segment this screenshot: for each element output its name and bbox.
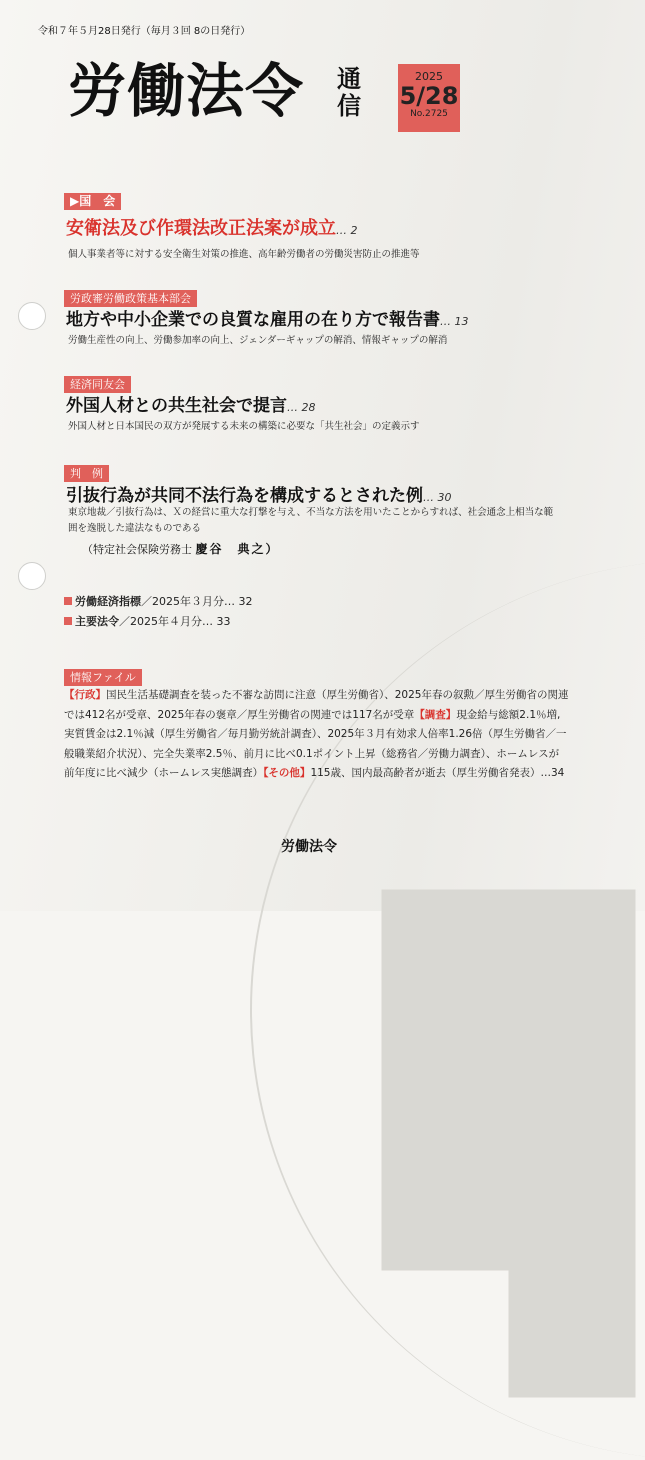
punch-hole [18, 302, 46, 330]
article-3-headline [66, 391, 316, 416]
author-role: （特定社会保険労務士 [82, 543, 192, 556]
author-name: 慶谷 典之） [195, 542, 280, 556]
page-ref: … 13 [440, 315, 469, 328]
masthead-subtitle-char: 通 [337, 65, 361, 93]
article-2-summary: 労働生産性の向上、労働参加率の向上、ジェンダーギャップの解消、情報ギャップの解消 [68, 335, 448, 346]
mini-rest: ／2025年３月分… 32 [141, 595, 253, 608]
mini-item [64, 613, 231, 629]
publisher-name: 労働法令 [281, 839, 337, 855]
article-4-author [82, 540, 280, 557]
square-bullet-icon [64, 597, 72, 605]
info-text: 115歳、国内最高齢者が逝去（厚生労働省発表）…34 [310, 767, 565, 779]
article-4-headline [66, 481, 452, 506]
headline-text: 安衛法及び作環法改正法案が成立 [66, 218, 336, 239]
masthead-subtitle-char: 信 [337, 92, 361, 120]
issue-number: No.2725 [410, 109, 448, 119]
info-file-tag-wrap [64, 666, 142, 686]
page-ref: … 30 [423, 491, 452, 504]
article-1-headline [66, 214, 358, 240]
headline-text: 地方や中小企業での良質な雇用の在り方で報告書 [66, 310, 440, 330]
article-4 [64, 462, 109, 482]
square-bullet-icon [64, 617, 72, 625]
article-2-headline [66, 305, 469, 330]
article-3-summary: 外国人材と日本国民の双方が発展する未来の構築に必要な「共生社会」の定義示す [68, 421, 420, 432]
issue-line: 令和７年５月28日発行（毎月３回 8の日発行） [38, 26, 251, 37]
masthead-title: 労働法令 [68, 57, 305, 125]
info-text: 国民生活基礎調査を装った不審な訪問に注意（厚生労働省）、2025年春の叙勲／厚生労働省の関連では412名が受章、2025年春の褒章／厚生労働省の関連では117名が受章 [64, 689, 569, 721]
mini-rest: ／2025年４月分… 33 [119, 615, 231, 628]
issue-date: 5/28 [399, 82, 459, 110]
article-tag: 労政審労働政策基本部会 [64, 290, 197, 307]
masthead-subtitle [335, 66, 363, 120]
mini-label: 労働経済指標 [75, 595, 141, 608]
mini-item [64, 593, 253, 609]
article-tag: ▶国 会 [64, 193, 121, 210]
info-text: 現金給与総額2.1％増,実質賃金は2.1％減（厚生労働省／毎月勤労統計調査）、2025年３月有効求人倍率1.26倍（厚生労働省／一般職業紹介状況）、完全失業率2.5％、前月に比べ0.1ポイント上昇（総務省／労働力調査）、ホームレスが前年度に比べ減少（ホームレス実態調査） [64, 708, 567, 779]
headline-text: 外国人材との共生社会で提言 [66, 396, 287, 416]
issue-date-box [398, 64, 460, 132]
article-4-summary: 東京地裁／引抜行為は、Ｘの経営に重大な打撃を与え、不当な方法を用いたことからすれば、社会通念上相当な範囲を逸脱した違法なものである [68, 507, 554, 534]
mini-label: 主要法令 [75, 615, 119, 628]
punch-hole [18, 562, 46, 590]
info-file-body [64, 686, 569, 784]
headline-text: 引抜行為が共同不法行為を構成するとされた例 [66, 486, 423, 506]
article-2 [64, 287, 197, 307]
article-tag: 経済同友会 [64, 376, 131, 393]
info-key: 【調査】 [414, 708, 457, 721]
info-key: 【行政】 [64, 689, 106, 701]
article-1 [64, 190, 121, 210]
info-file-tag: 情報ファイル [64, 669, 142, 686]
article-3 [64, 373, 131, 393]
article-1-summary: 個人事業者等に対する安全衛生対策の推進、高年齢労働者の労働災害防止の推進等 [68, 249, 420, 260]
issue-year: 2025 [415, 70, 443, 83]
page-ref: … 28 [287, 401, 316, 414]
page-ref: … 2 [336, 224, 358, 237]
info-key: 【その他】 [263, 767, 311, 779]
article-tag: 判 例 [64, 465, 109, 482]
